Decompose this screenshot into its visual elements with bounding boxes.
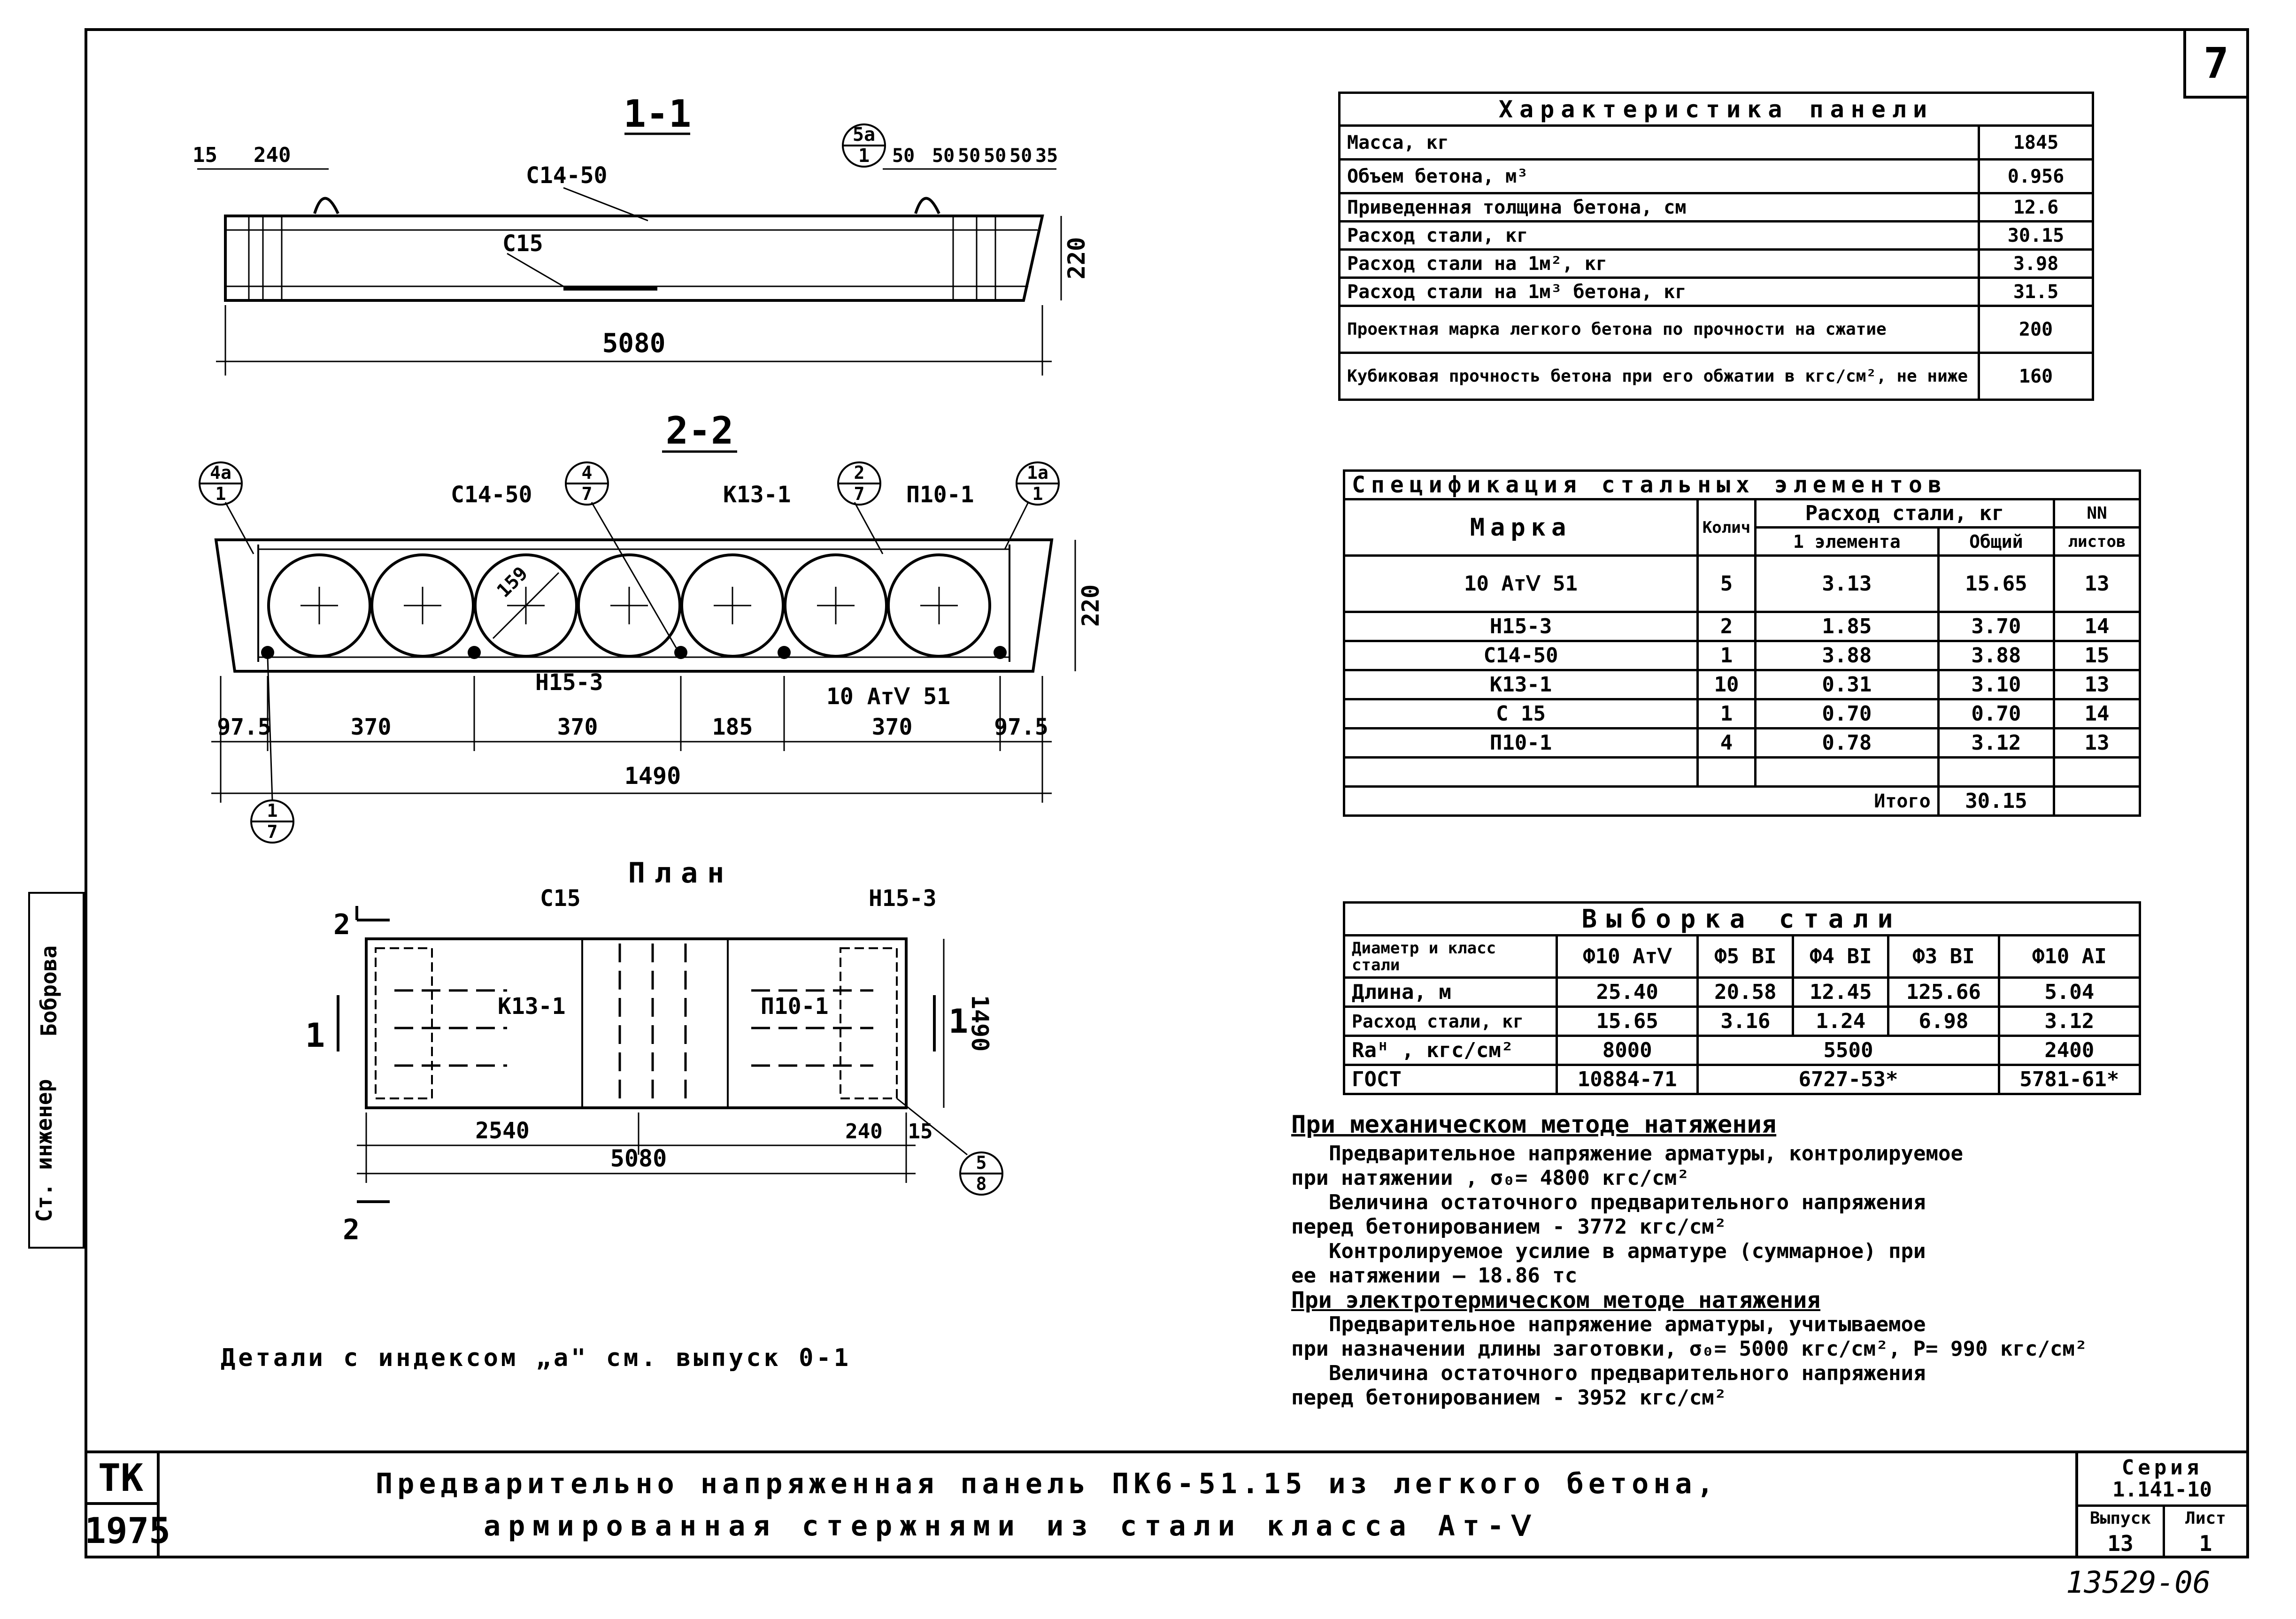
spec-header-qty: Колич xyxy=(1698,499,1756,556)
spec-qty: 10 xyxy=(1698,670,1756,699)
spec-sheet: 13 xyxy=(2054,556,2140,612)
spec-total: 3.88 xyxy=(1938,641,2054,670)
char-value: 1845 xyxy=(1979,126,2093,160)
char-label: Расход стали на 1м³ бетона, кг xyxy=(1340,278,1979,306)
selection-title: Выборка стали xyxy=(1344,903,2140,936)
side-stamp-name: Боброва xyxy=(36,945,62,1036)
selection-gost: 10884-71 xyxy=(1557,1065,1698,1094)
page-number-box xyxy=(2183,28,2249,99)
selection-length: 12.45 xyxy=(1793,978,1888,1007)
plan-cut-1-left: 1 xyxy=(305,1016,325,1055)
spec-one: 0.31 xyxy=(1756,670,1939,699)
s2-callout-1-bottom: 1 xyxy=(215,483,226,504)
spec-mark: К13-1 xyxy=(1344,670,1698,699)
mechanical-line: Контролируемое усилие в арматуре (суммарное) при xyxy=(1329,1239,1926,1263)
spec-header-one: 1 элемента xyxy=(1756,528,1939,556)
s2-label-c14: С14-50 xyxy=(451,482,532,508)
s2-height: 220 xyxy=(1077,584,1104,627)
characteristics-table xyxy=(1338,92,2094,401)
spec-one: 3.13 xyxy=(1756,556,1939,612)
section-1-title: 1-1 xyxy=(623,92,692,136)
spec-empty-cell xyxy=(1938,758,2054,787)
selection-gost: 5781-61* xyxy=(1999,1065,2140,1094)
spec-header-mark: Марка xyxy=(1344,499,1698,556)
plan-label-c15: С15 xyxy=(540,885,581,912)
section-2-title: 2-2 xyxy=(665,409,734,453)
char-label: Приведенная толщина бетона, см xyxy=(1340,193,1979,222)
spec-one: 3.88 xyxy=(1756,641,1939,670)
char-label: Расход стали, кг xyxy=(1340,222,1979,250)
spec-qty: 1 xyxy=(1698,641,1756,670)
side-stamp-role: Ст. инженер xyxy=(31,1079,57,1222)
spec-empty-cell xyxy=(2054,787,2140,816)
selection-consumption: 1.24 xyxy=(1793,1007,1888,1036)
spec-title: Спецификация стальных элементов xyxy=(1344,471,2140,499)
mechanical-title: При механическом методе натяжения xyxy=(1291,1111,1777,1139)
spec-empty-cell xyxy=(1698,758,1756,787)
s2-callout-5-top: 1 xyxy=(267,800,278,821)
plan-dim-240: 240 xyxy=(845,1120,883,1143)
plan-cut-2-top: 2 xyxy=(333,908,351,941)
plan-title: План xyxy=(628,857,734,890)
s1-label-c14: С14-50 xyxy=(526,162,608,189)
spec-sheet: 14 xyxy=(2054,699,2140,729)
s2-callout-5-bottom: 7 xyxy=(267,821,278,842)
char-value: 12.6 xyxy=(1979,193,2093,222)
title-block xyxy=(85,1450,2249,1558)
spec-header-steel: Расход стали, кг xyxy=(1756,499,2054,528)
selection-ra: 5500 xyxy=(1698,1036,1999,1065)
selection-consumption: 3.16 xyxy=(1698,1007,1793,1036)
spec-empty-cell xyxy=(2054,758,2140,787)
s1-length: 5080 xyxy=(602,328,666,359)
mechanical-line: при натяжении , σ₀= 4800 кгс/см² xyxy=(1291,1166,1689,1190)
series-label: Серия xyxy=(2121,1456,2203,1480)
spec-header-total: Общий xyxy=(1938,528,2054,556)
selection-length: 25.40 xyxy=(1557,978,1698,1007)
s2-label-h15: Н15-3 xyxy=(535,669,603,696)
selection-ra: 2400 xyxy=(1999,1036,2140,1065)
plan-label-k13: К13-1 xyxy=(498,993,566,1020)
spec-empty-cell xyxy=(1344,758,1698,787)
s1-dim-0: 15 xyxy=(193,143,217,167)
details-note: Детали с индексом „а" см. выпуск 0-1 xyxy=(221,1344,852,1372)
spec-qty: 2 xyxy=(1698,612,1756,641)
plan-callout-bottom: 8 xyxy=(976,1174,987,1194)
sheet-label: Лист xyxy=(2185,1509,2226,1528)
s1-callout-bottom: 1 xyxy=(858,145,870,167)
spec-sheet: 14 xyxy=(2054,612,2140,641)
archive-number: 13529-06 xyxy=(2066,1565,2211,1600)
selection-length-label: Длина, м xyxy=(1344,978,1557,1007)
s2-callout-4-top: 1a xyxy=(1027,462,1048,483)
selection-gost: 6727-53* xyxy=(1698,1065,1999,1094)
spec-sheet: 15 xyxy=(2054,641,2140,670)
electro-line: Величина остаточного предварительного напряжения xyxy=(1329,1361,1926,1385)
s1-dim-7: 35 xyxy=(1035,145,1058,167)
series-box xyxy=(2075,1453,2246,1558)
plan-callout-top: 5 xyxy=(976,1152,987,1173)
characteristics-title: Характеристика панели xyxy=(1340,93,2093,126)
s2-label-diameter: 159 xyxy=(493,562,532,602)
series-value: 1.141-10 xyxy=(2078,1478,2246,1507)
title-org: ТК xyxy=(85,1453,160,1505)
s1-dim-6: 50 xyxy=(1009,145,1032,167)
electro-line: Предварительное напряжение арматуры, учитываемое xyxy=(1329,1312,1926,1336)
spec-mark: С14-50 xyxy=(1344,641,1698,670)
char-value: 3.98 xyxy=(1979,250,2093,278)
plan-cut-1-right: 1 xyxy=(948,1002,969,1041)
s1-dim-1: 240 xyxy=(254,143,291,167)
s2-label-rebar: 10 АтⅤ 51 xyxy=(826,683,951,710)
electro-line: при назначении длины заготовки, σ₀= 5000 кгс/см², Р= 990 кгс/см² xyxy=(1291,1337,2088,1361)
selection-ra: 8000 xyxy=(1557,1036,1698,1065)
char-value: 30.15 xyxy=(1979,222,2093,250)
spec-mark: 10 АтⅤ 51 xyxy=(1344,556,1698,612)
s1-dim-2: 50 xyxy=(892,145,915,167)
s1-dim-5: 50 xyxy=(984,145,1007,167)
page-number: 7 xyxy=(2203,39,2229,88)
char-value: 31.5 xyxy=(1979,278,2093,306)
selection-consumption-label: Расход стали, кг xyxy=(1344,1007,1557,1036)
selection-header-label: Диаметр и класс стали xyxy=(1344,936,1557,978)
spec-qty: 1 xyxy=(1698,699,1756,729)
selection-length: 125.66 xyxy=(1888,978,1999,1007)
char-label: Проектная марка легкого бетона по прочности на сжатие xyxy=(1340,306,1979,353)
selection-col: Ф10 АI xyxy=(1999,936,2140,978)
plan-cut-2-bottom: 2 xyxy=(343,1213,360,1246)
s2-callout-4-bottom: 1 xyxy=(1032,483,1043,504)
selection-gost-label: ГОСТ xyxy=(1344,1065,1557,1094)
spec-header-sheets-top: NN xyxy=(2054,499,2140,528)
selection-col: Ф5 ВI xyxy=(1698,936,1793,978)
notes-block xyxy=(1291,1113,2230,1410)
spec-empty-cell xyxy=(1756,758,1939,787)
spec-total: 3.10 xyxy=(1938,670,2054,699)
char-label: Расход стали на 1м², кг xyxy=(1340,250,1979,278)
s2-callout-3-top: 2 xyxy=(854,462,865,483)
s2-dim-1: 370 xyxy=(350,714,392,740)
spec-mark: Н15-3 xyxy=(1344,612,1698,641)
issue-value: 13 xyxy=(2107,1531,2134,1556)
mechanical-line: ее натяжении — 18.86 тс xyxy=(1291,1264,1578,1288)
spec-qty: 4 xyxy=(1698,729,1756,758)
spec-header-sheets: листов xyxy=(2054,528,2140,556)
spec-one: 0.78 xyxy=(1756,729,1939,758)
selection-col: Ф4 ВI xyxy=(1793,936,1888,978)
spec-total: 0.70 xyxy=(1938,699,2054,729)
title-line-2: армированная стержнями из стали класса Ат-Ⅴ xyxy=(484,1510,1539,1542)
char-label: Масса, кг xyxy=(1340,126,1979,160)
title-line-1: Предварительно напряженная панель ПК6-51.15 из легкого бетона, xyxy=(376,1467,1718,1500)
spec-one: 1.85 xyxy=(1756,612,1939,641)
plan-dim-15: 15 xyxy=(908,1120,933,1143)
plan-outline xyxy=(366,939,906,1108)
sheet-value: 1 xyxy=(2199,1531,2212,1556)
char-label: Объем бетона, м³ xyxy=(1340,160,1979,193)
selection-consumption: 15.65 xyxy=(1557,1007,1698,1036)
s2-callout-1-top: 4a xyxy=(210,462,231,483)
s1-dim-4: 50 xyxy=(958,145,981,167)
spec-sheet: 13 xyxy=(2054,670,2140,699)
s2-dim-0: 97.5 xyxy=(217,714,271,740)
s2-callout-3-bottom: 7 xyxy=(854,483,865,504)
s2-dim-2: 370 xyxy=(557,714,598,740)
electro-title: При электротермическом методе натяжения xyxy=(1291,1287,1821,1313)
s2-dim-4: 370 xyxy=(871,714,913,740)
spec-total: 3.70 xyxy=(1938,612,2054,641)
mechanical-line: Предварительное напряжение арматуры, контролируемое xyxy=(1329,1142,1964,1166)
electro-line: перед бетонированием - 3952 кгс/см² xyxy=(1291,1386,1727,1410)
selection-consumption: 3.12 xyxy=(1999,1007,2140,1036)
specification-table xyxy=(1343,469,2141,817)
char-label: Кубиковая прочность бетона при его обжатии в кгс/см², не ниже xyxy=(1340,353,1979,400)
selection-table xyxy=(1343,901,2141,1095)
spec-total: 15.65 xyxy=(1938,556,2054,612)
plan-width: 1490 xyxy=(966,995,994,1052)
s1-label-c15: С15 xyxy=(502,230,543,257)
title-year: 1975 xyxy=(85,1505,160,1558)
s2-label-p10: П10-1 xyxy=(906,482,974,508)
mechanical-line: Величина остаточного предварительного напряжения xyxy=(1329,1190,1926,1214)
spec-sheet: 13 xyxy=(2054,729,2140,758)
s1-callout-top: 5a xyxy=(852,124,876,146)
plan-dim-5080: 5080 xyxy=(610,1145,667,1172)
selection-length: 20.58 xyxy=(1698,978,1793,1007)
s1-height: 220 xyxy=(1063,237,1090,280)
s2-callout-2-top: 4 xyxy=(581,462,593,483)
selection-consumption: 6.98 xyxy=(1888,1007,1999,1036)
plan-label-p10: П10-1 xyxy=(761,993,829,1020)
spec-one: 0.70 xyxy=(1756,699,1939,729)
s2-callout-2-bottom: 7 xyxy=(581,483,593,504)
char-value: 200 xyxy=(1979,306,2093,353)
issue-label: Выпуск xyxy=(2089,1509,2151,1528)
s2-dim-3: 185 xyxy=(712,714,753,740)
selection-col: Ф3 ВI xyxy=(1888,936,1999,978)
char-value: 160 xyxy=(1979,353,2093,400)
s2-total: 1490 xyxy=(624,762,681,790)
spec-mark: П10-1 xyxy=(1344,729,1698,758)
selection-col: Ф10 АтⅤ xyxy=(1557,936,1698,978)
selection-length: 5.04 xyxy=(1999,978,2140,1007)
plan-label-h15: Н15-3 xyxy=(869,885,937,912)
s1-dim-3: 50 xyxy=(932,145,955,167)
spec-total-label: Итого xyxy=(1344,787,1939,816)
s2-dim-5: 97.5 xyxy=(994,714,1048,740)
mechanical-line: перед бетонированием - 3772 кгс/см² xyxy=(1291,1215,1727,1239)
spec-mark: С 15 xyxy=(1344,699,1698,729)
spec-total: 3.12 xyxy=(1938,729,2054,758)
s2-label-k13: К13-1 xyxy=(723,482,791,508)
selection-ra-label: Rаᴴ , кгс/см² xyxy=(1344,1036,1557,1065)
spec-qty: 5 xyxy=(1698,556,1756,612)
char-value: 0.956 xyxy=(1979,160,2093,193)
plan-dim-2540: 2540 xyxy=(475,1118,530,1144)
spec-total-value: 30.15 xyxy=(1938,787,2054,816)
